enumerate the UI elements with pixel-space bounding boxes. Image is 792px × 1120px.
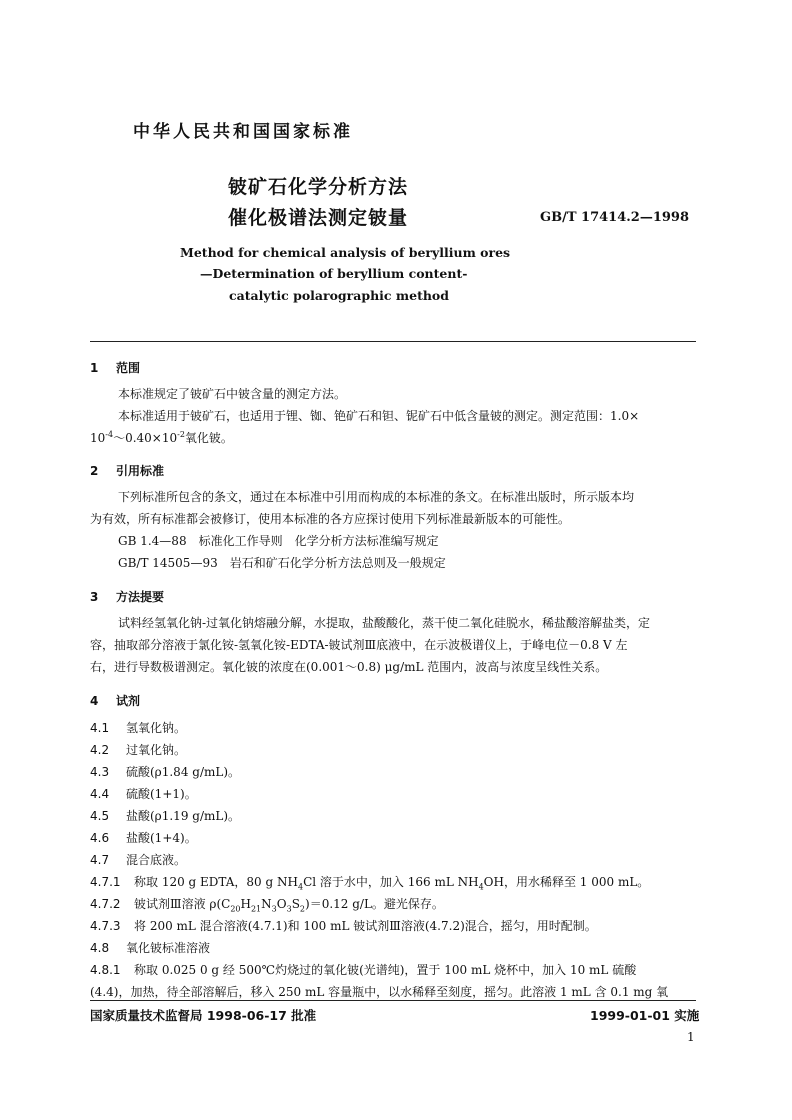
reagent-item [90,808,240,825]
section-title: 试剂 [116,694,141,708]
item-number: 4.8 [90,941,110,955]
item-number: 4.7.3 [90,919,121,933]
subscript: 3 [286,904,292,914]
footer-divider [90,1000,696,1001]
section-4-heading [90,692,140,709]
section-3-para-a: 试料经氢氧化钠-过氧化钠熔融分解，水提取，盐酸酸化，蒸干使二氧化硅脱水，稀盐酸溶解盐类，定 [118,616,651,630]
section-number: 2 [90,464,99,478]
text-run: H [240,897,251,911]
subscript: 21 [250,904,262,914]
reagent-item-4-8 [90,940,210,957]
reagent-item-4-7-1 [90,874,649,891]
item-number: 4.5 [90,809,110,823]
subscript: 2 [299,904,306,914]
item-number: 4.3 [90,765,110,779]
section-1-para-1: 本标准规定了铍矿石中铍含量的测定方法。 [118,387,347,401]
title-cn-line1: 铍矿石化学分析方法 [228,176,409,198]
standard-code: GB/T 17414.2—1998 [540,210,690,225]
header-divider [90,341,696,342]
superscript: -4 [105,430,114,439]
text-run: S [291,897,300,911]
title-cn-line2: 催化极谱法测定铍量 [228,207,409,229]
section-title: 引用标准 [116,464,165,478]
subscript: 3 [271,904,277,914]
section-2-heading [90,462,164,479]
item-number: 4.7.2 [90,897,121,911]
item-number: 4.6 [90,831,110,845]
item-number: 4.7.1 [90,875,121,889]
text-run: ～0.40×10 [113,431,178,445]
text-run: 10 [90,431,106,445]
section-2-para-1b: 为有效，所有标准都会被修订，使用本标准的各方应探讨使用下列标准最新版本的可能性。 [90,512,571,526]
text-run: OH，用水稀释至 1 000 mL。 [483,875,650,889]
item-number: 4.1 [90,721,110,735]
implementation-date: 1999-01-01 实施 [590,1008,700,1023]
text-run: N [261,897,272,911]
superscript: -2 [177,430,185,439]
item-text: 称取 0.025 0 g 经 500℃灼烧过的氧化铍(光谱纯)，置于 100 mL 烧杯中，加入 10 mL 硫酸 [134,963,637,977]
item-text: 硫酸(ρ1.84 g/mL)。 [126,765,241,779]
reference-1: GB 1.4—88 标准化工作导则 化学分析方法标准编写规定 [118,534,439,548]
section-1-heading [90,359,140,376]
section-2-para-1a: 下列标准所包含的条文，通过在本标准中引用而构成的本标准的条文。在标准出版时，所示版本均 [118,490,635,504]
section-3-para-b: 容，抽取部分溶液于氯化铵-氢氧化铵-EDTA-铍试剂Ⅲ底液中，在示波极谱仪上，于峰电位－0.8 V 左 [90,638,628,652]
text-run: O [276,897,287,911]
reagent-item-4-8-1-cont: (4.4)，加热，待全部溶解后，移入 250 mL 容量瓶中，以水稀释至刻度，摇匀。此溶液 1 mL 含 0.1 mg 氧 [90,985,669,999]
reagent-item [90,742,186,759]
approval-line: 国家质量技术监督局 1998-06-17 批准 [90,1008,317,1023]
item-number: 4.7 [90,853,110,867]
reagent-item-4-8-1 [90,962,636,979]
section-3-heading [90,588,164,605]
section-number: 4 [90,694,99,708]
reagent-item [90,786,197,803]
section-1-para-2b [90,430,233,447]
section-1-para-2a: 本标准适用于铍矿石，也适用于锂、铷、铯矿石和钽、铌矿石中低含量铍的测定。测定范围：1.0× [118,409,640,423]
title-en-line2: —Determination of beryllium content- [200,266,468,281]
reagent-item [90,852,186,869]
country-standard-heading: 中华人民共和国国家标准 [133,122,353,142]
item-text: 混合底液。 [126,853,187,867]
text-run: )＝0.12 g/L。避光保存。 [305,897,444,911]
section-3-para-c: 右，进行导数极谱测定。氧化铍的浓度在(0.001～0.8) μg/mL 范围内，波高与浓度呈线性关系。 [90,660,608,674]
text-run: 称取 120 g EDTA，80 g NH [134,875,298,889]
section-number: 3 [90,590,99,604]
item-number: 4.8.1 [90,963,121,977]
title-en-line3: catalytic polarographic method [229,288,450,303]
text-run: 氧化铍。 [184,431,233,445]
item-text: 将 200 mL 混合溶液(4.7.1)和 100 mL 铍试剂Ⅲ溶液(4.7.2)混合，摇匀，用时配制。 [134,919,597,933]
reagent-item-4-7-3 [90,918,597,935]
item-text: 氧化铍标准溶液 [126,941,211,955]
item-text: 盐酸(ρ1.19 g/mL)。 [126,809,241,823]
item-number: 4.2 [90,743,110,757]
text-run: Cl 溶于水中，加入 166 mL NH [303,875,479,889]
item-text: 盐酸(1+4)。 [126,831,197,845]
reagent-item-4-7-2 [90,896,444,913]
subscript: 4 [478,882,484,892]
section-number: 1 [90,361,99,375]
text-run: 铍试剂Ⅲ溶液 ρ(C [134,897,231,911]
item-text: 硫酸(1+1)。 [126,787,197,801]
subscript: 4 [297,882,304,892]
item-text: 氢氧化钠。 [126,721,187,735]
page-number: 1 [687,1030,695,1044]
reagent-item [90,720,186,737]
item-number: 4.4 [90,787,110,801]
reagent-item [90,830,197,847]
section-title: 范围 [116,361,141,375]
reagent-item [90,764,240,781]
item-text: 过氧化钠。 [126,743,187,757]
reference-2: GB/T 14505—93 岩石和矿石化学分析方法总则及一般规定 [118,556,446,570]
subscript: 20 [230,904,241,914]
section-title: 方法提要 [116,590,165,604]
title-en-line1: Method for chemical analysis of beryllium ores [180,245,511,260]
